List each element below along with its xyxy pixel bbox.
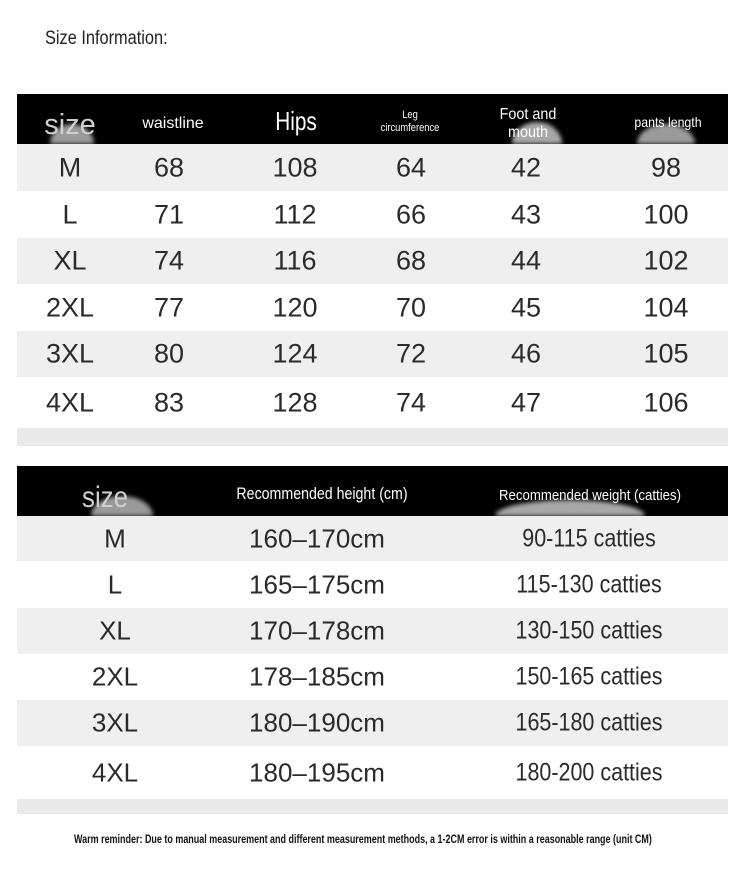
cell-leg: 64: [395, 152, 427, 182]
cell-waistline: 68: [153, 152, 185, 182]
table-row: [17, 144, 728, 191]
cell-hips: 124: [272, 338, 318, 369]
cell-leg: 74: [395, 387, 427, 417]
cell-foot: 46: [510, 338, 542, 369]
cell-size: L: [62, 199, 78, 229]
cell-length: 106: [643, 387, 689, 417]
cell-height: 180–195cm: [249, 757, 385, 787]
cell-size: M: [104, 523, 126, 553]
cell-size: 2XL: [91, 661, 139, 692]
cell-height: 178–185cm: [249, 661, 385, 692]
cell-height: 160–170cm: [249, 523, 385, 553]
header-leg-circumference: [381, 109, 440, 134]
cell-size: 3XL: [91, 707, 139, 738]
header-leg-line2: circumference: [380, 121, 440, 134]
cell-hips: 108: [272, 152, 318, 182]
table-header: [17, 466, 728, 516]
cell-weight: 130-150 catties: [515, 616, 663, 645]
header-size: size: [44, 109, 96, 141]
cell-length: 100: [643, 199, 689, 229]
cell-size: XL: [99, 615, 131, 646]
cell-size: 4XL: [45, 387, 95, 417]
cell-leg: 66: [395, 199, 427, 229]
cell-waistline: 77: [153, 292, 185, 322]
header-hips: Hips: [275, 106, 317, 136]
cell-hips: 116: [273, 245, 317, 276]
cell-length: 104: [643, 292, 689, 322]
cell-weight: 180-200 catties: [515, 758, 663, 786]
cell-foot: 42: [510, 152, 542, 182]
table-row: [17, 331, 728, 377]
header-leg-line1: Leg: [402, 109, 418, 121]
cell-waistline: 83: [153, 387, 185, 417]
cell-leg: 72: [395, 338, 427, 369]
table-row: [17, 561, 728, 608]
header-recommended-weight: Recommended weight (catties): [499, 487, 681, 504]
table-row: [17, 516, 728, 561]
cell-waistline: 80: [153, 338, 185, 369]
table-body: [17, 144, 728, 428]
cell-height: 180–190cm: [249, 707, 385, 738]
header-foot-line1: Foot and: [499, 106, 557, 123]
cell-height: 165–175cm: [249, 569, 385, 599]
cell-leg: 68: [395, 245, 427, 276]
cell-weight: 90-115 catties: [522, 524, 656, 552]
cell-leg: 70: [395, 292, 427, 322]
cell-weight: 165-180 catties: [515, 708, 663, 737]
page-title: Size Information:: [45, 28, 168, 49]
cell-size: XL: [53, 245, 87, 276]
cell-foot: 47: [510, 387, 542, 417]
cell-weight: 150-165 catties: [515, 662, 663, 691]
table-row: [17, 238, 728, 284]
table-row: [17, 654, 728, 700]
cell-waistline: 71: [153, 199, 185, 229]
cell-size: 3XL: [45, 338, 95, 369]
header-foot-line2: mouth: [507, 124, 549, 142]
header-pants-length: pants length: [634, 114, 702, 130]
cell-foot: 44: [510, 245, 542, 276]
cell-hips: 112: [273, 199, 317, 229]
table-row: [17, 191, 728, 238]
recommendation-table: [17, 466, 728, 814]
cell-size: M: [58, 152, 82, 182]
cell-hips: 120: [272, 292, 318, 322]
measurement-table: [17, 94, 728, 446]
cell-length: 98: [650, 152, 682, 182]
cell-foot: 45: [510, 292, 542, 322]
cell-hips: 128: [272, 387, 318, 417]
cell-size: 2XL: [45, 292, 95, 322]
table-footer: [17, 799, 728, 814]
table-row: [17, 700, 728, 746]
cell-size: 4XL: [91, 757, 139, 787]
cell-foot: 43: [510, 199, 542, 229]
header-foot-and-mouth: [500, 106, 557, 143]
table-row: [17, 284, 728, 331]
cell-height: 170–178cm: [249, 615, 385, 646]
header-recommended-height: Recommended height (cm): [236, 485, 408, 503]
cell-size: L: [107, 569, 123, 599]
table-footer: [17, 428, 728, 446]
warm-reminder-note: Warm reminder: Due to manual measurement and different measurement methods, a 1-2CM error is within a reasonable range (unit CM): [74, 834, 652, 846]
table-row: [17, 746, 728, 799]
table-header: [17, 94, 728, 144]
cell-length: 102: [643, 245, 689, 276]
cell-weight: 115-130 catties: [516, 570, 662, 598]
header-waistline: waistline: [142, 115, 204, 132]
table-row: [17, 608, 728, 654]
cell-length: 105: [643, 338, 689, 369]
header-size: size: [82, 481, 128, 514]
cell-waistline: 74: [153, 245, 185, 276]
table-body: [17, 516, 728, 799]
table-row: [17, 377, 728, 428]
